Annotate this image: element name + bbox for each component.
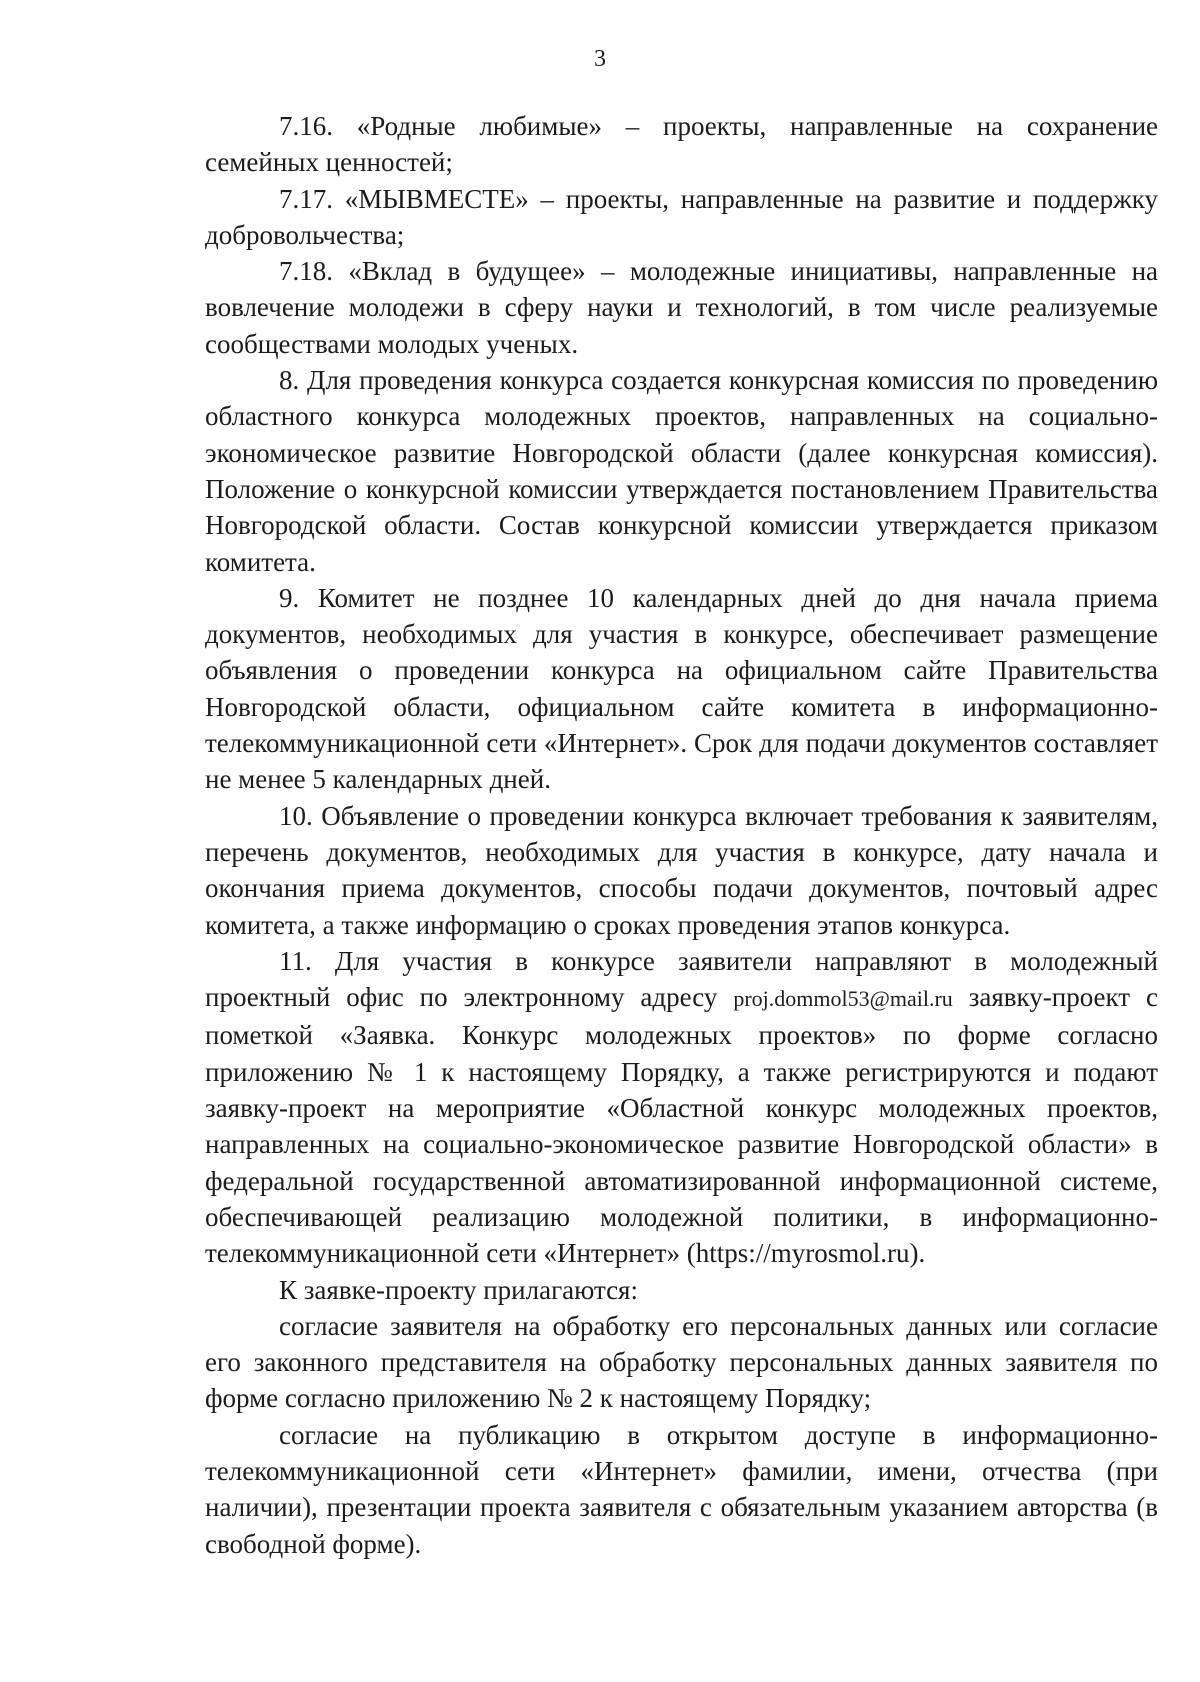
attachments-intro: К заявке-проекту прилагаются: <box>279 1274 638 1305</box>
paragraph-10: 10. Объявление о проведении конкурса включает требования к заявителям, перечень документов, необходимых для участия в конкурсе, дату начала и окончания приема документов, способы подачи документов, почтовый адрес комитета, а также информацию о сроках проведения этапов конкурса. <box>205 800 1158 940</box>
paragraph-7-16: 7.16. «Родные любимые» – проекты, направленные на сохранение семейных ценностей; <box>205 111 1158 178</box>
document-body <box>205 108 1158 1562</box>
paragraph-7-18: 7.18. «Вклад в будущее» – молодежные инициативы, направленные на вовлечение молодежи в сферу науки и технологий, в том числе реализуемые сообществами молодых ученых. <box>205 256 1158 359</box>
attachment-item-consent-data: согласие заявителя на обработку его персональных данных или согласие его законного представителя на обработку персональных данных заявителя по форме согласно приложению № 2 к настоящему Порядку; <box>205 1310 1158 1414</box>
paragraph-7-17: 7.17. «МЫВМЕСТЕ» – проекты, направленные на развитие и поддержку добровольчества; <box>205 183 1158 250</box>
page-number: 3 <box>594 46 606 72</box>
paragraph-11 <box>205 943 1158 1272</box>
email-address: proj.dommol53@mail.ru <box>733 986 953 1012</box>
paragraph-11-start: 11. Для участия в конкурсе заявители направляют в молодежный проектный офис по электронному адресу <box>205 945 1158 1013</box>
attachment-item-consent-publication: согласие на публикацию в открытом доступе в информационно-телекоммуникационной сети «Интернет» фамилии, имени, отчества (при наличии), презентации проекта заявителя с обязательным указанием авторства (в свободной форме). <box>205 1419 1158 1559</box>
paragraph-8: 8. Для проведения конкурса создается конкурсная комиссия по проведению областного конкурса молодежных проектов, направленных на социально-экономическое развитие Новгородской области (далее конкурсная комиссия). Положение о конкурсной комиссии утверждается постановлением Правительства Новгородской области. Состав конкурсной комиссии утверждается приказом комитета. <box>205 365 1158 577</box>
paragraph-9: 9. Комитет не позднее 10 календарных дней до дня начала приема документов, необходимых для участия в конкурсе, обеспечивает размещение объявления о проведении конкурса на официальном сайте Правительства Новгородской области, официальном сайте комитета в информационно-телекоммуникационной сети «Интернет». Срок для подачи документов составляет не менее 5 календарных дней. <box>205 582 1158 795</box>
paragraph-11-end: заявку-проект с пометкой «Заявка. Конкурс молодежных проектов» по форме согласно приложению № 1 к настоящему Порядку, а также регистрируются и подают заявку-проект на мероприятие «Областной конкурс молодежных проектов, направленных на социально-экономическое развитие Новгородской области» в федеральной государственной автоматизированной информационной системе, обеспечивающей реализацию молодежной политики, в информационно-телекоммуникационной сети «Интернет» (https://myrosmol.ru). <box>205 982 1158 1269</box>
